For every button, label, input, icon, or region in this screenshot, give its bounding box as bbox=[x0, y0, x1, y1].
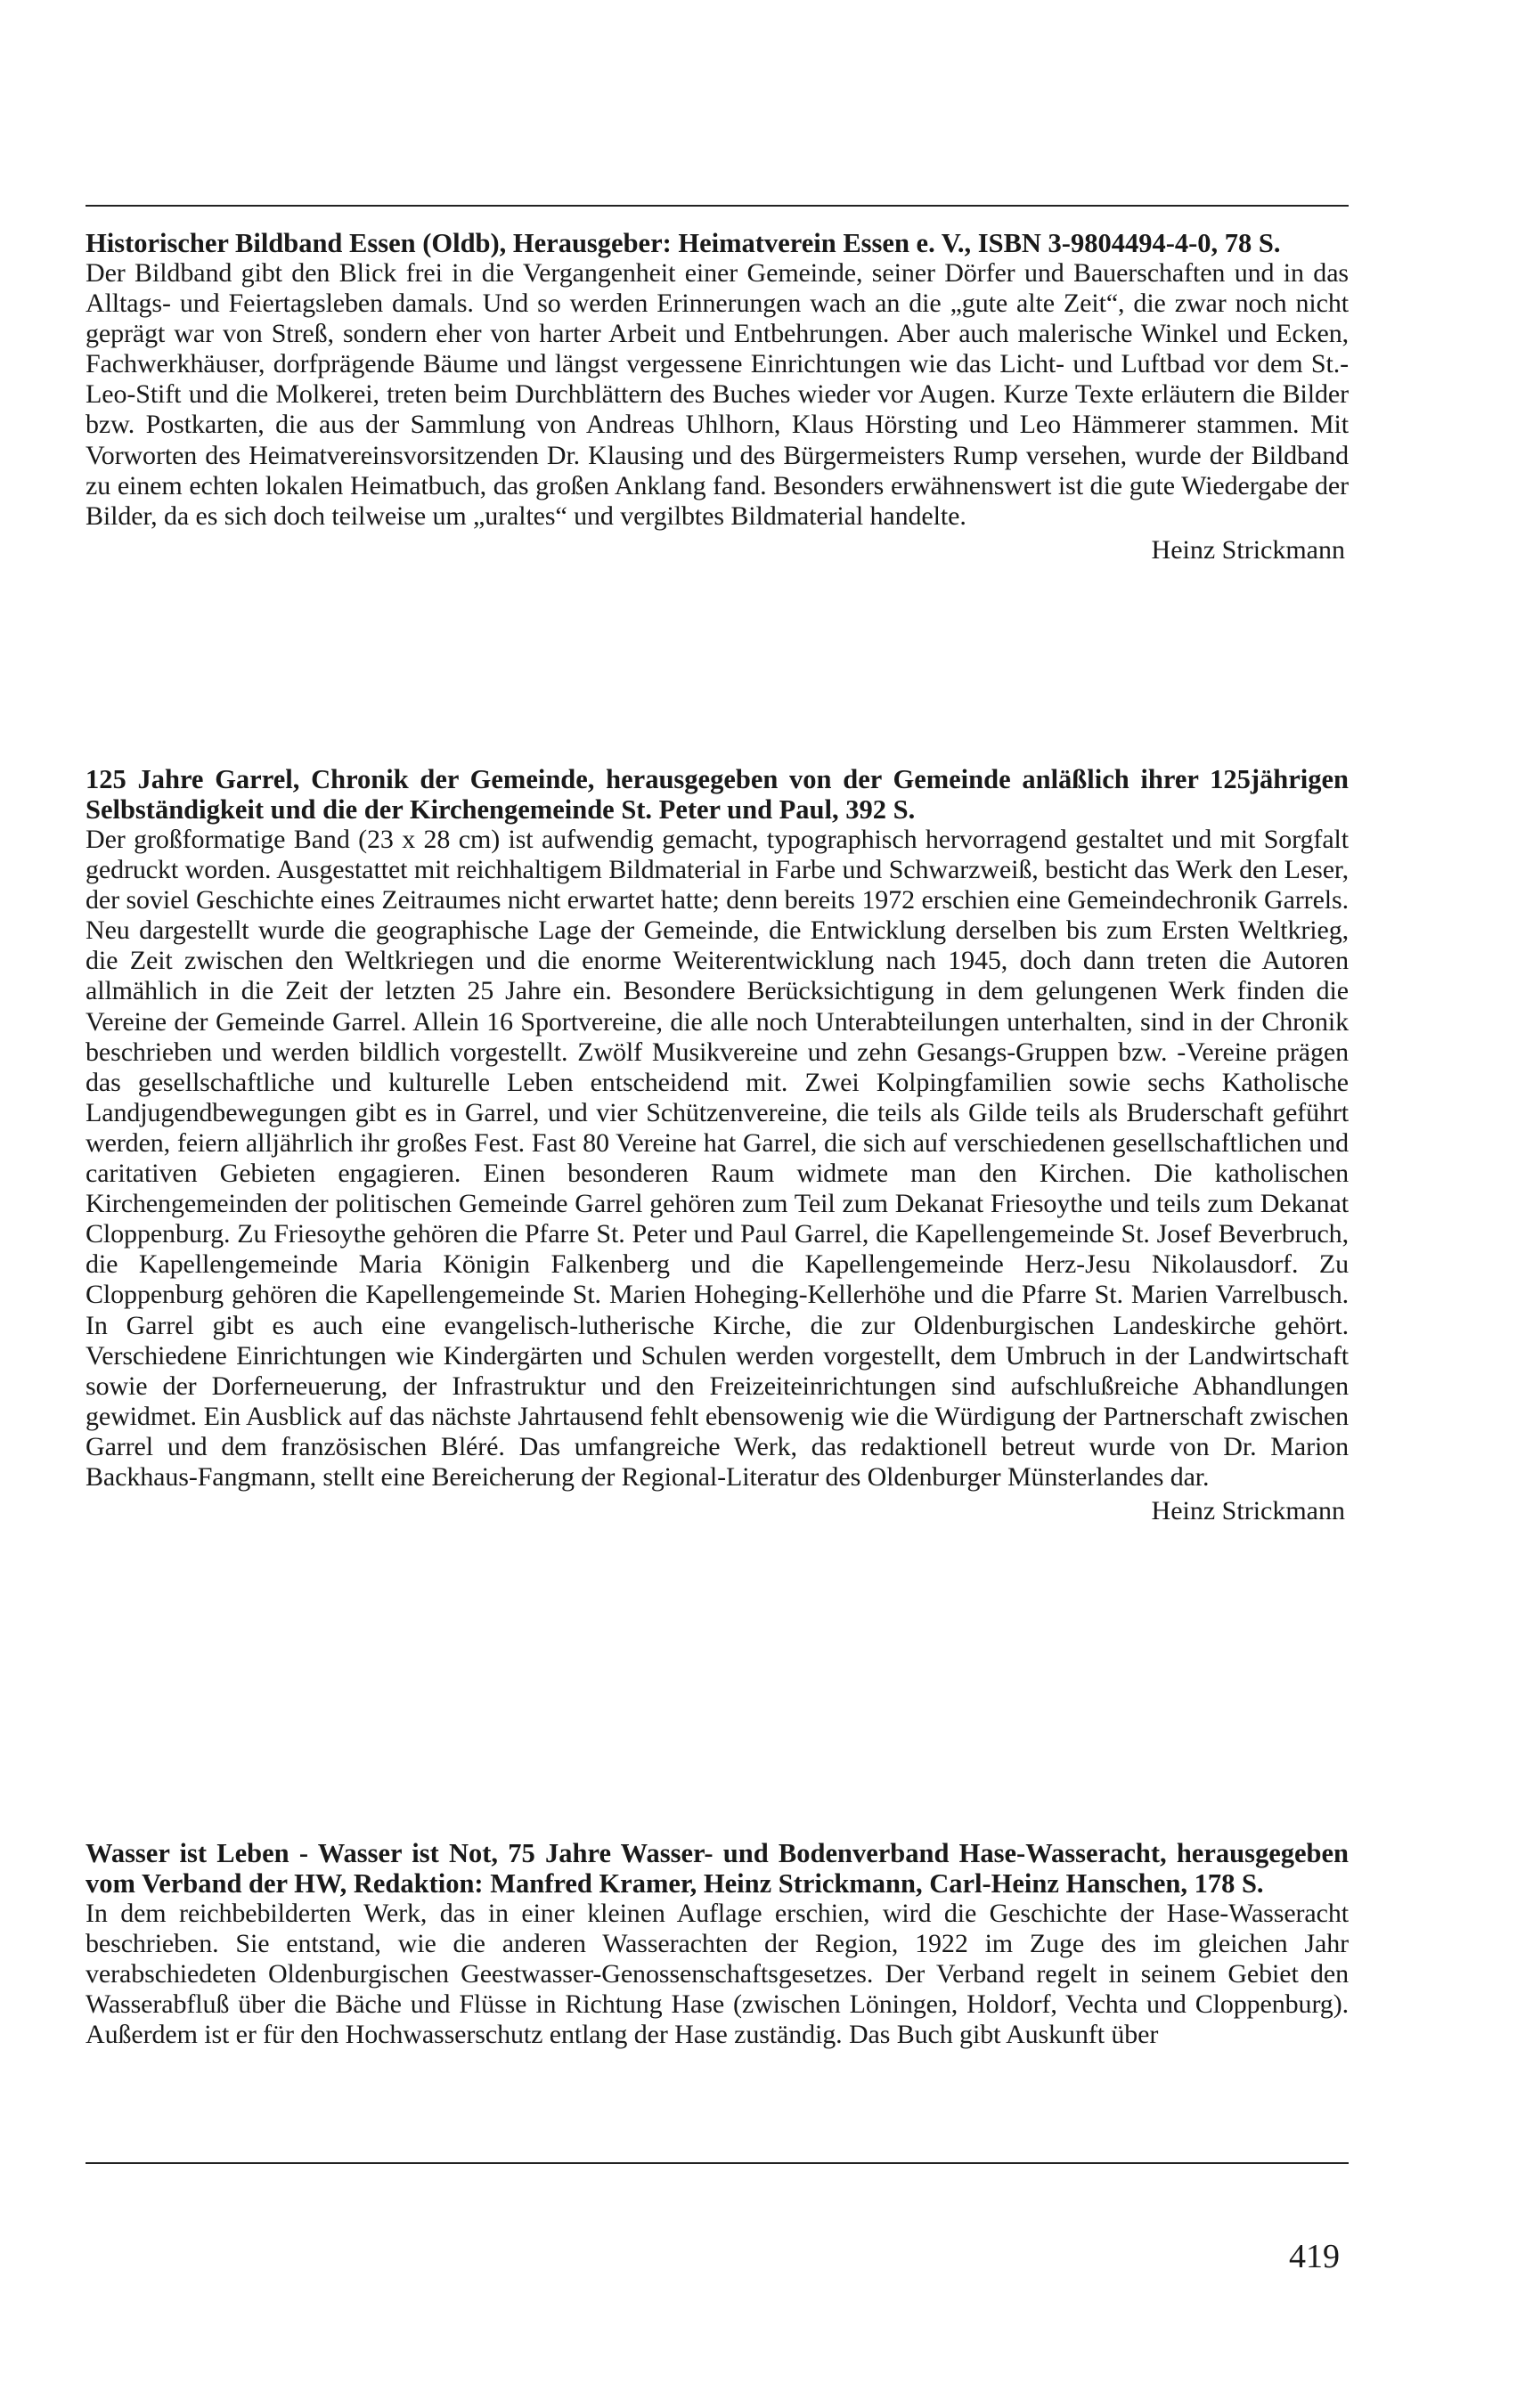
review-garrel-chronik bbox=[86, 764, 1349, 1526]
top-rule bbox=[86, 205, 1349, 207]
review-heading: Historischer Bildband Essen (Oldb), Herausgeber: Heimatverein Essen e. V., ISBN 3-9804494-4-0, 78 S. bbox=[86, 228, 1281, 258]
review-heading: Wasser ist Leben - Wasser ist Not, 75 Jahre Wasser- und Bodenverband Hase-Wasseracht, herausgegeben vom Verband der HW, Redaktion: Manfred Kramer, Heinz Strickmann, Carl-Heinz Hanschen, 178 S. bbox=[86, 1838, 1349, 1899]
bottom-rule bbox=[86, 2162, 1349, 2164]
review-body: Der großformatige Band (23 x 28 cm) ist aufwendig gemacht, typographisch hervorragend gestaltet und mit Sorgfalt gedruckt worden. Ausgestattet mit reichhaltigem Bildmaterial in Farbe und Schwarzweiß, besticht das Werk den Leser, der soviel Geschichte eines Zeitraumes nicht erwartet hatte; denn bereits 1972 erschien eine Gemeindechronik Garrels. Neu dargestellt wurde die geographische Lage der Gemeinde, die Entwicklung derselben bis zum Ersten Weltkrieg, die Zeit zwischen den Weltkriegen und die enorme Weiterentwicklung nach 1945, doch dann treten die Autoren allmählich in die Zeit der letzten 25 Jahre ein. Besondere Berücksichtigung in dem gelungenen Werk finden die Vereine der Gemeinde Garrel. Allein 16 Sportvereine, die alle noch Unterabteilungen unterhalten, sind in der Chronik beschrieben und werden bildlich vorgestellt. Zwölf Musikvereine und zehn Gesangs-Gruppen bzw. -Vereine prägen das gesellschaftliche und kulturelle Leben entscheidend mit. Zwei Kolpingfamilien sowie sechs Katholische Landjugendbewegungen gibt es in Garrel, und vier Schützenvereine, die teils als Gilde teils als Bruderschaft geführt werden, feiern alljährlich ihr großes Fest. Fast 80 Vereine hat Garrel, die sich auf verschiedenen gesellschaftlichen und caritativen Gebieten engagieren. Einen besonderen Raum widmete man den Kirchen. Die katholischen Kirchengemeinden der politischen Gemeinde Garrel gehören zum Teil zum Dekanat Friesoythe und teils zum Dekanat Cloppenburg. Zu Friesoythe gehören die Pfarre St. Peter und Paul Garrel, die Kapellengemeinde St. Josef Beverbruch, die Kapellengemeinde Maria Königin Falkenberg und die Kapellengemeinde Herz-Jesu Nikolausdorf. Zu Cloppenburg gehören die Kapellengemeinde St. Marien Hoheging-Kellerhöhe und die Pfarre St. Marien Varrelbusch. In Garrel gibt es auch eine evangelisch-lutherische Kirche, die zur Oldenburgischen Landeskirche gehört. Verschiedene Einrichtungen wie Kindergärten und Schulen werden vorgestellt, dem Umbruch in der Landwirtschaft sowie der Dorferneuerung, der Infrastruktur und den Freizeiteinrichtungen sind aufschlußreiche Abhandlungen gewidmet. Ein Ausblick auf das nächste Jahrtausend fehlt ebensowenig wie die Würdigung der Partnerschaft zwischen Garrel und dem französischen Bléré. Das umfangreiche Werk, das redaktionell betreut wurde von Dr. Marion Backhaus-Fangmann, stellt eine Bereicherung der Regional-Literatur des Oldenburger Münsterlandes dar. bbox=[86, 825, 1349, 1492]
document-page bbox=[86, 0, 1349, 2408]
review-body: Der Bildband gibt den Blick frei in die Vergangenheit einer Gemeinde, seiner Dörfer und Bauerschaften und in das Alltags- und Feiertagsleben damals. Und so werden Erinnerungen wach an die „gute alte Zeit“, die zwar noch nicht geprägt war von Streß, sondern eher von harter Arbeit und Entbehrungen. Aber auch malerische Winkel und Ecken, Fachwerkhäuser, dorfprägende Bäume und längst vergessene Einrichtungen wie das Licht- und Luftbad vor dem St.-Leo-Stift und die Molkerei, treten beim Durchblättern des Buches wieder vor Augen. Kurze Texte erläutern die Bilder bzw. Postkarten, die aus der Sammlung von Andreas Uhlhorn, Klaus Hörsting und Leo Hämmerer stammen. Mit Vorworten des Heimatvereinsvorsitzenden Dr. Klausing und des Bürgermeisters Rump versehen, wurde der Bildband zu einem echten lokalen Heimatbuch, das großen Anklang fand. Besonders erwähnenswert ist die gute Wiedergabe der Bilder, da es sich doch teilweise um „uraltes“ und vergilbtes Bildmaterial handelte. bbox=[86, 258, 1349, 531]
review-author: Heinz Strickmann bbox=[1151, 534, 1345, 565]
review-historischer-bildband bbox=[86, 228, 1349, 565]
page-number: 419 bbox=[1289, 2238, 1340, 2275]
review-body: In dem reichbebilderten Werk, das in einer kleinen Auflage erschien, wird die Geschichte der Hase-Wasseracht beschrieben. Sie entstand, wie die anderen Wasserachten der Region, 1922 im Zuge des im gleichen Jahr verabschiedeten Oldenburgischen Geestwasser-Genossenschaftsgesetzes. Der Verband regelt in seinem Gebiet den Wasserabfluß über die Bäche und Flüsse in Richtung Hase (zwischen Löningen, Holdorf, Vechta und Cloppenburg). Außerdem ist er für den Hochwasserschutz entlang der Hase zuständig. Das Buch gibt Auskunft über bbox=[86, 1899, 1349, 2050]
review-wasser-ist-leben bbox=[86, 1838, 1349, 2050]
review-author: Heinz Strickmann bbox=[1151, 1496, 1345, 1526]
review-heading: 125 Jahre Garrel, Chronik der Gemeinde, herausgegeben von der Gemeinde anläßlich ihrer 125jährigen Selbständigkeit und die der Kirchengemeinde St. Peter und Paul, 392 S. bbox=[86, 764, 1349, 825]
